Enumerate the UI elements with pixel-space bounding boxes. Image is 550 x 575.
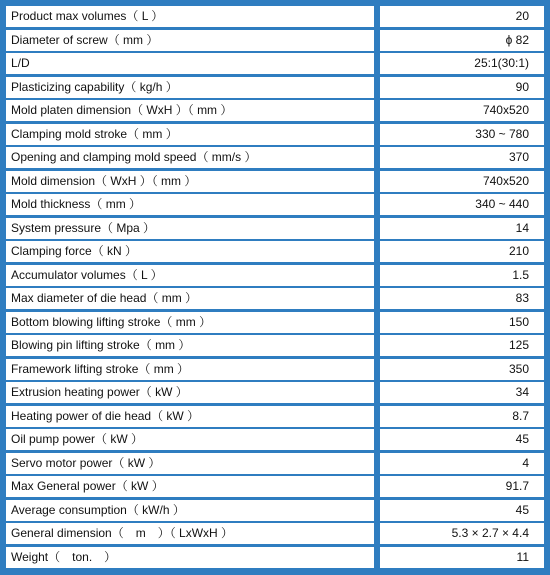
- spec-label: Opening and clamping mold speed（ mm/s ）: [6, 147, 374, 168]
- table-row: [6, 53, 544, 74]
- table-row: [6, 218, 544, 239]
- spec-label: Max General power（ kW ）: [6, 476, 374, 497]
- spec-label: General dimension（ m ）（ LxWxH ）: [6, 523, 374, 544]
- spec-value: ϕ 82: [380, 30, 544, 51]
- spec-value: 4: [380, 453, 544, 474]
- table-row: [6, 241, 544, 262]
- spec-value: 340 ~ 440: [380, 194, 544, 215]
- table-row: [6, 171, 544, 192]
- table-row: [6, 547, 544, 568]
- spec-label: Extrusion heating power（ kW ）: [6, 382, 374, 403]
- spec-label: Accumulator volumes（ L ）: [6, 265, 374, 286]
- spec-label: Blowing pin lifting stroke（ mm ）: [6, 335, 374, 356]
- spec-label: Max diameter of die head（ mm ）: [6, 288, 374, 309]
- spec-value: 91.7: [380, 476, 544, 497]
- table-row: [6, 453, 544, 474]
- table-row: [6, 523, 544, 544]
- spec-value: 150: [380, 312, 544, 333]
- spec-label: Mold thickness（ mm ）: [6, 194, 374, 215]
- spec-label: Heating power of die head（ kW ）: [6, 406, 374, 427]
- spec-value: 125: [380, 335, 544, 356]
- spec-value: 20: [380, 6, 544, 27]
- spec-label: Weight（ ton. ）: [6, 547, 374, 568]
- table-row: [6, 312, 544, 333]
- spec-label: Oil pump power（ kW ）: [6, 429, 374, 450]
- table-row: [6, 406, 544, 427]
- spec-label: Mold platen dimension（ WxH ）（ mm ）: [6, 100, 374, 121]
- spec-label: Framework lifting stroke（ mm ）: [6, 359, 374, 380]
- spec-label: L/D: [6, 53, 374, 74]
- spec-value: 25:1(30:1): [380, 53, 544, 74]
- spec-value: 90: [380, 77, 544, 98]
- table-row: [6, 194, 544, 215]
- table-row: [6, 147, 544, 168]
- spec-label: Average consumption（ kW/h ）: [6, 500, 374, 521]
- table-row: [6, 335, 544, 356]
- spec-value: 5.3 × 2.7 × 4.4: [380, 523, 544, 544]
- table-row: [6, 429, 544, 450]
- spec-label: Bottom blowing lifting stroke（ mm ）: [6, 312, 374, 333]
- spec-value: 350: [380, 359, 544, 380]
- table-row: [6, 6, 544, 27]
- table-row: [6, 265, 544, 286]
- table-row: [6, 30, 544, 51]
- spec-label: Mold dimension（ WxH ）（ mm ）: [6, 171, 374, 192]
- table-row: [6, 359, 544, 380]
- spec-value: 45: [380, 429, 544, 450]
- spec-label: System pressure（ Mpa ）: [6, 218, 374, 239]
- spec-label: Clamping mold stroke（ mm ）: [6, 124, 374, 145]
- spec-value: 11: [380, 547, 544, 568]
- spec-value: 740x520: [380, 100, 544, 121]
- spec-value: 210: [380, 241, 544, 262]
- spec-value: 1.5: [380, 265, 544, 286]
- table-row: [6, 77, 544, 98]
- table-row: [6, 288, 544, 309]
- spec-label: Product max volumes（ L ）: [6, 6, 374, 27]
- table-row: [6, 476, 544, 497]
- spec-value: 34: [380, 382, 544, 403]
- spec-label: Diameter of screw（ mm ）: [6, 30, 374, 51]
- table-row: [6, 100, 544, 121]
- spec-label: Plasticizing capability（ kg/h ）: [6, 77, 374, 98]
- table-row: [6, 382, 544, 403]
- spec-value: 370: [380, 147, 544, 168]
- spec-value: 45: [380, 500, 544, 521]
- spec-value: 14: [380, 218, 544, 239]
- spec-value: 330 ~ 780: [380, 124, 544, 145]
- spec-value: 740x520: [380, 171, 544, 192]
- spec-value: 8.7: [380, 406, 544, 427]
- spec-label: Servo motor power（ kW ）: [6, 453, 374, 474]
- table-row: [6, 500, 544, 521]
- spec-value: 83: [380, 288, 544, 309]
- spec-label: Clamping force（ kN ）: [6, 241, 374, 262]
- table-row: [6, 124, 544, 145]
- spec-table: [6, 6, 544, 569]
